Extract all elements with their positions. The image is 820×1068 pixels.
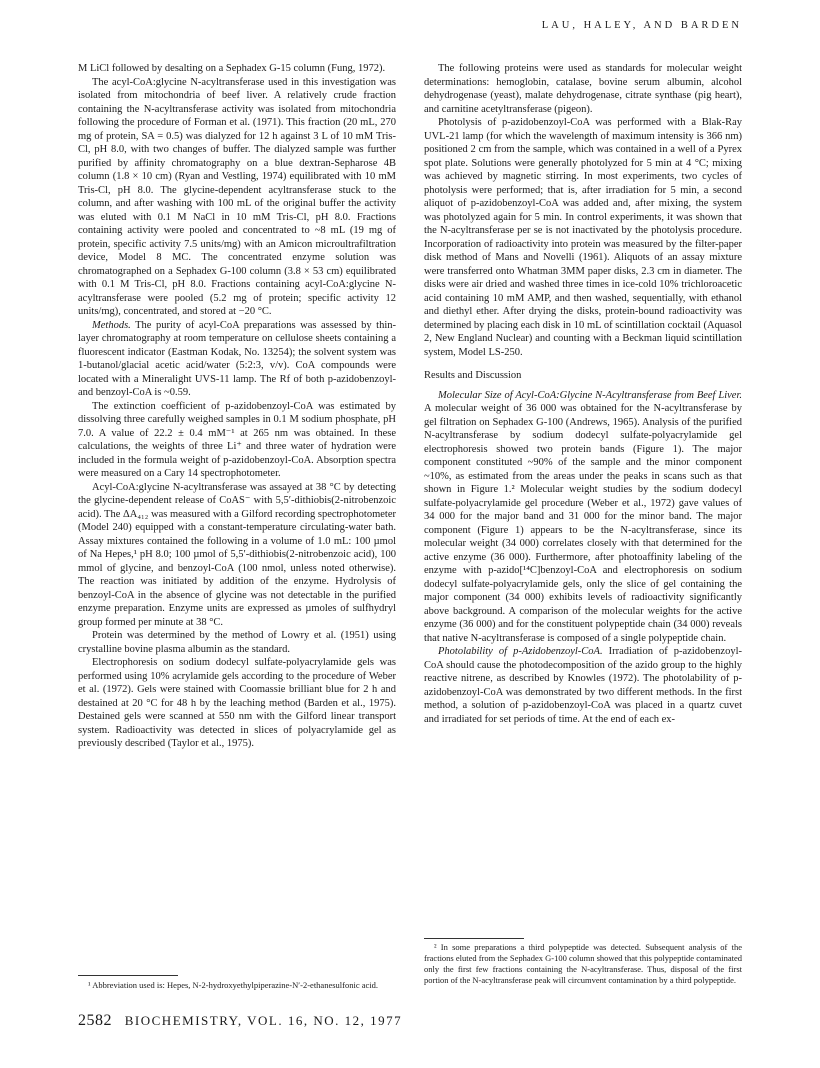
paragraph: [78, 629, 396, 656]
right-footnote: [424, 942, 742, 986]
paragraph-text: Protein was determined by the method of Lowry et al. (1951) using crystalline bovine plasma albumin as the standard.: [78, 630, 396, 655]
paragraph: [78, 319, 396, 400]
paragraph: [424, 389, 742, 646]
paragraph-text: The purity of acyl-CoA preparations was assessed by thin-layer chromatography at room temperature on cellulose sheets containing a fluorescent indicator (Eastman Kodak, No. 13254); the solvent system was 1-butanol/glacial acetic acid/water (5:2:3, v/v). CoA compounds were located with a Mineralight UVS-11 lamp. The Rf of both p-azidobenzoyl- and benzoyl-CoA is ~0.59.: [78, 319, 396, 398]
paragraph-text: Irradiation of p-azidobenzoyl-CoA should cause the photodecomposition of the azido group to the highly reactive nitrene, as described by Knowles (1972). The photolability of p-azidobenzoyl-CoA was demonstrated by two different methods. In the first method, a solution of p-azidobenzoyl-CoA was placed in a quartz cuvet and irradiated for set periods of time. At the end of each ex-: [424, 646, 742, 725]
paragraph-text: Electrophoresis on sodium dodecyl sulfate-polyacrylamide gels was performed using 10% acrylamide gels according to the procedure of Weber et al. (1972). Gels were stained with Coomassie brilliant blue for 2 h and destained at 20 °C for 48 h by the leaching method (Barden et al., 1975). Destained gels were scanned at 550 nm with the Gilford linear transport system. Radioactivity was detected in slices of polyacrylamide gel as previously described (Taylor et al., 1975).: [78, 657, 396, 749]
paragraph-lead: Photolability of p-Azidobenzoyl-CoA.: [438, 646, 603, 657]
page-footer: [78, 1012, 402, 1030]
right-footnote-rule: [424, 938, 524, 939]
paragraph-lead: Methods.: [92, 319, 131, 331]
left-footnote-rule: [78, 975, 178, 976]
paragraph: [424, 645, 742, 726]
page-number: 2582: [78, 1012, 112, 1029]
footnote-2: ² In some preparations a third polypeptide was detected. Subsequent analysis of the fractions eluted from the Sephadex G-100 column showed that this polypeptide contaminated only the first few fractions containing the N-acyltransferase. Thus, disposal of the first portion of the N-acyltransferase peak will circumvent contamination by a third polypeptide.: [424, 942, 742, 985]
paragraph-text: Photolysis of p-azidobenzoyl-CoA was performed with a Blak-Ray UVL-21 lamp (for which the wavelength of maximum intensity is 366 nm) positioned 2 cm from the sample, which was contained in a well of a Pyrex spot plate. Solutions were generally photolyzed for 5 min at 4 °C; mixing was achieved by magnetic stirring. In most experiments, two cycles of photolysis were performed; that is, after irradiation for 5 min, a second aliquot of p-azidobenzoyl-CoA was added and, after mixing, the system was photolyzed again for 5 min. In control experiments, it was shown that the N-acyltransferase per se is not inactivated by the photolysis procedure. Incorporation of radioactivity into protein was measured by the filter-paper disk method of Mans and Novelli (1961). Aliquots of an assay mixture were transferred onto Whatman 3MM paper disks, 2.3 cm in diameter. The disks were air dried and washed three times in ice-cold 10% trichloroacetic acid containing 10 mM AMP, and then washed, sequentially, with ethanol and diethyl ether. After drying the disks, protein-bound radioactivity was determined by placing each disk in 10 mL of scintillation cocktail (Aquasol 2, New England Nuclear) and counting with a Beckman liquid scintillation system, Model LS-250.: [424, 117, 742, 358]
paragraph-lead: Molecular Size of Acyl-CoA:Glycine N-Acyltransferase from Beef Liver.: [438, 389, 742, 401]
paragraph: [424, 62, 742, 116]
footnote-1: ¹ Abbreviation used is: Hepes, N-2-hydroxyethylpiperazine-N′-2-ethanesulfonic acid.: [88, 980, 379, 990]
paragraph-text: The acyl-CoA:glycine N-acyltransferase used in this investigation was isolated from mitochondria of beef liver. A relatively crude fraction containing the N-acyltransferase activity was isolated from mitochondria following the procedure of Forman et al. (1971). This fraction (20 mL, 270 mg of protein, SA = 0.5) was dialyzed for 12 h against 3 L of 10 mM Tris-Cl, pH 8.0, with two changes of buffer. The dialyzed sample was further purified by affinity chromatography on a blue dextran-Sepharose 4B column (1.8 × 10 cm) (Ryan and Vestling, 1974) equilibrated with 10 mM Tris-Cl, pH 8.0. The glycine-dependent acyltransferase stuck to the column, and after washing with 100 mL of the original buffer the activity was eluted with 0.1 M NaCl in 10 mM Tris-Cl, pH 8.0. Fractions containing activity were pooled and concentrated to ~8 mL (19 mg of protein, specific activity 7.5 units/mg) with an Amicon microultrafiltration device, Model 8 MC. The concentrated enzyme solution was chromatographed on a Sephadex G-100 column (3.8 × 53 cm) equilibrated with 0.1 M Tris-Cl, pH 8.0. Fractions containing acyl-CoA:glycine N-acyltransferase were pooled (5.2 mg of protein; specific activity 12 units/mg), concentrated, and stored at −20 °C.: [78, 76, 396, 317]
paragraph: [78, 656, 396, 751]
paragraph-text: The following proteins were used as standards for molecular weight determinations: hemoglobin, catalase, bovine serum albumin, alcohol dehydrogenase (yeast), malate dehydrogenase, citrate synthase (pig heart), and carnitine acetyltransferase (pigeon).: [424, 63, 742, 115]
paragraph: [78, 76, 396, 319]
right-column: [424, 62, 742, 726]
running-head: LAU, HALEY, AND BARDEN: [541, 20, 742, 31]
paragraph-text: A molecular weight of 36 000 was obtained for the N-acyltransferase by gel filtration on Sephadex G-100 (Andrews, 1965). Analysis of the purified N-acyltransferase by sodium dodecyl sulfate-polyacrylamide gel electrophoresis showed two protein bands (Figure 1). The major component constituted ~90% of the sample and the minor component ~10%, as estimated from the areas under the peaks in scans such as that shown in Figure 1.² Molecular weight studies by the sodium dodecyl sulfate-polyacrylamide gel procedure (Weber et al., 1972) gave values of 34 000 for the major band and 31 000 for the minor band. The major component (Figure 1) appears to be the N-acyltransferase, since its molecular weight (34 000) correlates closely with that determined for the active enzyme (36 000). Furthermore, after photoaffinity labeling of the enzyme with p-azido[¹⁴C]benzoyl-CoA and electrophoresis on sodium dodecyl sulfate-polyacrylamide gels, only the slice of gel containing the major component (34 000) exhibits levels of radioactivity significantly above background. A comparison of the molecular weights for the active enzyme (36 000) and for the constituent polypeptide chain (34 000) reveals that native N-acyltransferase is composed of a single polypeptide chain.: [424, 403, 742, 644]
journal-citation: BIOCHEMISTRY, VOL. 16, NO. 12, 1977: [124, 1013, 403, 1028]
paragraph-text: Acyl-CoA:glycine N-acyltransferase was assayed at 38 °C by detecting the glycine-dependent release of CoAS⁻ with 5,5′-dithiobis(2-nitrobenzoic acid). The ΔA₄₁₂ was measured with a Gilford recording spectrophotometer (Model 240) equipped with a constant-temperature circulating-water bath. Assay mixtures contained the following in a volume of 1.0 mL: 100 µmol of Na Hepes,¹ pH 8.0; 100 µmol of 5,5′-dithiobis(2-nitrobenzoic acid), 100 mmol of glycine, and benzoyl-CoA (100 nmol, unless noted otherwise). The reaction was initiated by addition of the enzyme. Hydrolysis of benzoyl-CoA in the absence of glycine was not detectable in the purified enzyme preparation. Enzyme units are expressed as µmoles of sulfhydryl group formed per minute at 38 °C.: [78, 481, 396, 628]
paragraph: [424, 116, 742, 359]
paragraph: [78, 62, 396, 76]
left-column: [78, 62, 396, 751]
left-footnote: [78, 980, 396, 991]
paragraph-text: The extinction coefficient of p-azidobenzoyl-CoA was estimated by dissolving three carefully weighed samples in 0.1 M sodium phosphate, pH 7.0. A value of 22.2 ± 0.4 mM⁻¹ at 265 nm was obtained. In these calculations, the weights of three Li⁺ and three water of hydration were included in the formula weight of p-azidobenzoyl-CoA. Absorption spectra were measured on a Cary 14 spectrophotometer.: [78, 400, 396, 479]
paragraph: [78, 481, 396, 630]
paragraph: [78, 400, 396, 481]
paragraph-text: M LiCl followed by desalting on a Sephadex G-15 column (Fung, 1972).: [78, 63, 386, 74]
section-heading: Results and Discussion: [424, 370, 522, 381]
